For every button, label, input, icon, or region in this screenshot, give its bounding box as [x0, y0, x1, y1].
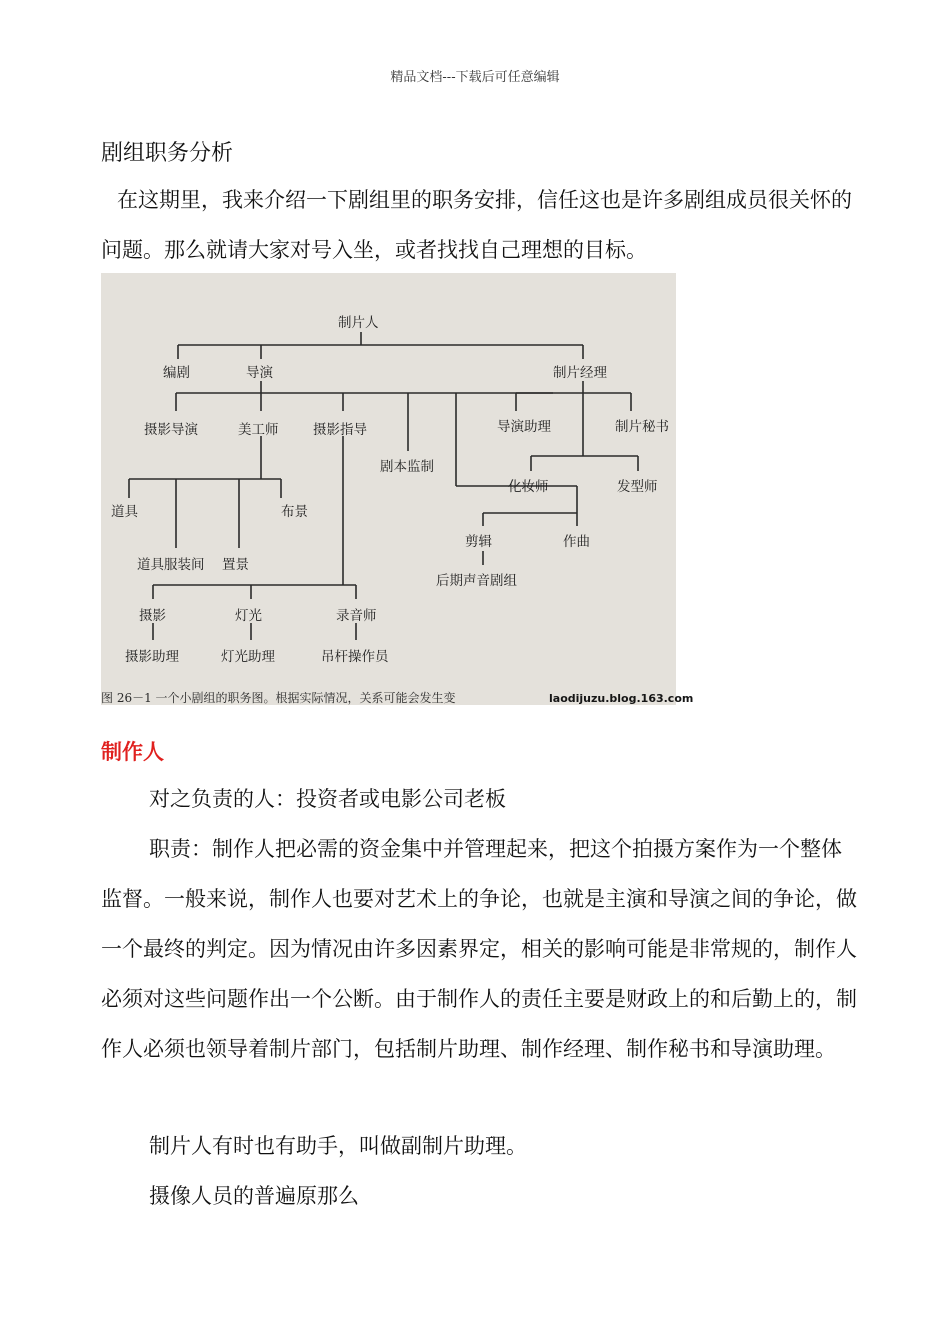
org-node-makeup: 化妆师 [508, 479, 549, 495]
org-node-lighting: 灯光 [235, 608, 262, 624]
org-node-lighting-assistant: 灯光助理 [221, 649, 275, 665]
org-node-sound-recordist: 录音师 [336, 608, 377, 624]
org-node-camera: 摄影 [139, 608, 166, 624]
org-node-editing: 剪辑 [465, 534, 492, 550]
figure-watermark: laodijuzu.blog.163.com [549, 692, 694, 705]
org-node-production-manager: 制片经理 [553, 365, 607, 381]
org-node-boom-operator: 吊杆操作员 [321, 649, 389, 665]
org-node-hair: 发型师 [617, 479, 658, 495]
document-title: 剧组职务分析 [101, 141, 234, 166]
org-node-cinematography-director-1: 摄影导演 [144, 422, 198, 438]
org-node-music: 作曲 [563, 534, 590, 550]
header-note: 精品文档---下载后可任意编辑 [390, 70, 560, 85]
org-node-director: 导演 [246, 365, 273, 381]
org-node-props: 道具 [111, 504, 138, 520]
org-node-production-secretary: 制片秘书 [615, 419, 669, 435]
org-node-set-placement: 置景 [222, 557, 249, 573]
org-node-set-dressing: 布景 [281, 504, 308, 520]
intro-paragraph: 在这期里，我来介绍一下剧组里的职务安排，信任这也是许多剧组成员很关怀的问题。那么就请大家对号入坐，或者找找自己理想的目标。 [101, 188, 852, 262]
org-node-props-wardrobe: 道具服装间 [137, 557, 205, 573]
org-node-assistant-director: 导演助理 [497, 419, 551, 435]
org-node-art-director: 美工师 [238, 422, 279, 438]
section-heading: 制作人 [101, 739, 164, 764]
figure-caption: 图 26－1 一个小剧组的职务图。根据实际情况，关系可能会发生变 [101, 691, 456, 705]
org-node-camera-assistant: 摄影助理 [125, 649, 179, 665]
org-node-producer: 制片人 [338, 315, 379, 331]
org-node-screenwriter: 编剧 [163, 365, 190, 381]
paragraph-responsible-to: 对之负责的人：投资者或电影公司老板 [149, 787, 506, 811]
org-node-cinematography-director-2: 摄影指导 [313, 422, 367, 438]
org-node-post-sound: 后期声音剧组 [436, 573, 517, 589]
org-chart-figure [101, 273, 694, 705]
paragraph-assistants: 制片人有时也有助手，叫做副制片助理。 [149, 1134, 527, 1158]
org-chart-connectors [101, 273, 676, 705]
paragraph-duties: 职责：制作人把必需的资金集中并管理起来，把这个拍摄方案作为一个整体监督。一般来说，制作人也要对艺术上的争论，也就是主演和导演之间的争论，做一个最终的判定。因为情况由许多因素界定，相关的影响可能是非常规的，制作人必须对这些问题作出一个公断。由于制作人的责任主要是财政上的和后勤上的，制作人必须也领导着制片部门，包括制片助理、制作经理、制作秘书和导演助理。 [101, 837, 857, 1061]
org-node-script-supervisor: 剧本监制 [380, 459, 434, 475]
paragraph-camera-principles: 摄像人员的普遍原那么 [149, 1184, 359, 1208]
